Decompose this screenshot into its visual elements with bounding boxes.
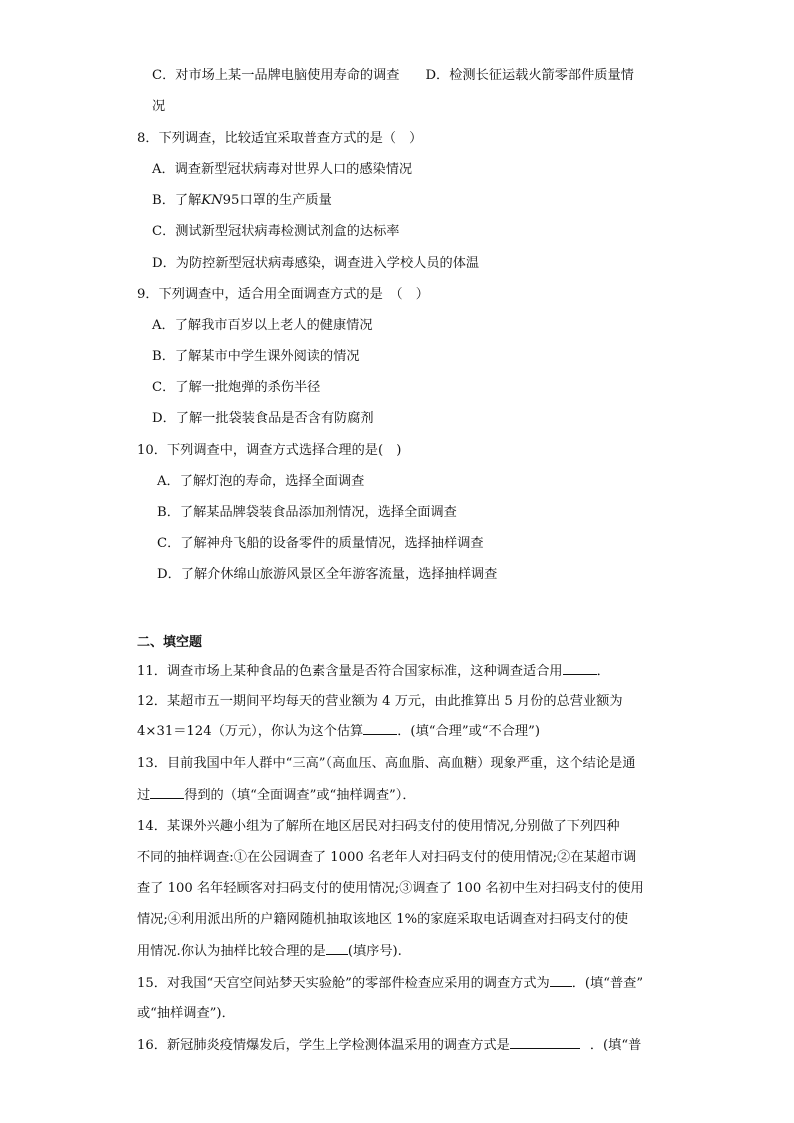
q16-text-a: 16．新冠肺炎疫情爆发后，学生上学检测体温采用的调查方式是 xyxy=(137,1038,510,1053)
q9-option-d: D．了解一批袋装食品是否含有防腐剂 xyxy=(152,411,374,426)
q10-stem: 10．下列调查中，调查方式选择合理的是( ) xyxy=(137,443,402,458)
q8-option-b-pre: B．了解 xyxy=(152,193,202,208)
q8-option-c: C．测试新型冠状病毒检测试剂盒的达标率 xyxy=(152,224,400,239)
q10-option-d: D．了解介休绵山旅游风景区全年游客流量，选择抽样调查 xyxy=(157,567,498,582)
q8-stem: 8．下列调查，比较适宜采取普查方式的是（ ） xyxy=(137,131,423,146)
q14-line4: 情况;④利用派出所的户籍网随机抽取该地区 1%的家庭采取电话调查对扫码支付的使 xyxy=(137,912,629,927)
q15-text-a: 15．对我国“天宫空间站梦天实验舱”的零部件检查应采用的调查方式为 xyxy=(137,976,550,991)
q16-text-b: ．(填“普 xyxy=(589,1038,642,1053)
q7-option-d: D．检测长征运载火箭零部件质量情 xyxy=(425,68,634,83)
q9-option-b: B．了解某市中学生课外阅读的情况 xyxy=(152,349,360,364)
q13-text-b: 得到的（填“全面调查”或“抽样调查”）． xyxy=(184,788,416,803)
q14-text-b: (填序号). xyxy=(347,944,402,959)
q7-option-c-d-line xyxy=(152,67,634,85)
q12-line1: 12．某超市五一期间平均每天的营业额为 4 万元，由此推算出 5 月份的总营业额为 xyxy=(137,694,623,709)
q8-option-b-post: 95口罩的生产质量 xyxy=(222,193,332,208)
q14-line3: 查了 100 名年轻顾客对扫码支付的使用情况;③调查了 100 名初中生对扫码支付的使用 xyxy=(137,881,644,896)
q8-option-d: D．为防控新型冠状病毒感染，调查进入学校人员的体温 xyxy=(152,256,480,271)
q16-blank xyxy=(510,1036,580,1049)
q14-text-a: 用情况.你认为抽样比较合理的是 xyxy=(137,944,326,959)
q11-blank xyxy=(563,662,597,675)
q12-blank xyxy=(363,722,397,735)
q16-line1 xyxy=(137,1036,641,1055)
q9-option-c: C．了解一批炮弹的杀伤半径 xyxy=(152,380,321,395)
q11-end: ． xyxy=(596,664,610,679)
q12-text-a: 4×31＝124（万元），你认为这个估算 xyxy=(137,724,364,739)
q8-option-b xyxy=(152,192,332,210)
q12-line2 xyxy=(137,722,540,741)
q13-text-a: 过 xyxy=(137,788,151,803)
q15-text-b: ．(填“普查” xyxy=(571,976,644,991)
q9-option-a: A．了解我市百岁以上老人的健康情况 xyxy=(152,318,373,333)
q7-option-d-cont: 况 xyxy=(152,99,166,114)
q10-option-b: B．了解某品牌袋装食品添加剂情况，选择全面调查 xyxy=(157,505,457,520)
q8-option-b-italic: KN xyxy=(201,193,223,208)
q13-line1: 13．目前我国中年人群中“三高”（高血压、高血脂、高血糖）现象严重，这个结论是通 xyxy=(137,756,636,771)
q9-stem: 9．下列调查中，适合用全面调查方式的是 （ ） xyxy=(137,287,429,302)
q13-blank xyxy=(150,786,184,799)
q14-line5 xyxy=(137,942,402,961)
q14-line1: 14．某课外兴趣小组为了解所在地区居民对扫码支付的使用情况,分别做了下列四种 xyxy=(137,819,620,834)
q11-line xyxy=(137,662,610,681)
q15-blank xyxy=(550,974,572,987)
section-title: 二、填空题 xyxy=(137,635,203,650)
q14-blank xyxy=(326,942,348,955)
q15-line2: 或“抽样调查”)． xyxy=(137,1006,235,1021)
q7-option-c: C．对市场上某一品牌电脑使用寿命的调查 xyxy=(152,68,400,83)
q12-text-b: ．(填“合理”或“不合理”) xyxy=(397,724,540,739)
q13-line2 xyxy=(137,786,416,805)
q10-option-a: A．了解灯泡的寿命，选择全面调查 xyxy=(157,474,365,489)
q8-option-a: A．调查新型冠状病毒对世界人口的感染情况 xyxy=(152,162,413,177)
q10-option-c: C．了解神舟飞船的设备零件的质量情况，选择抽样调查 xyxy=(157,536,484,551)
q11-text: 11．调查市场上某种食品的色素含量是否符合国家标准，这种调查适合用 xyxy=(137,664,563,679)
q14-line2: 不同的抽样调查:①在公园调查了 1000 名老年人对扫码支付的使用情况;②在某超市调 xyxy=(137,850,637,865)
q15-line1 xyxy=(137,974,643,993)
